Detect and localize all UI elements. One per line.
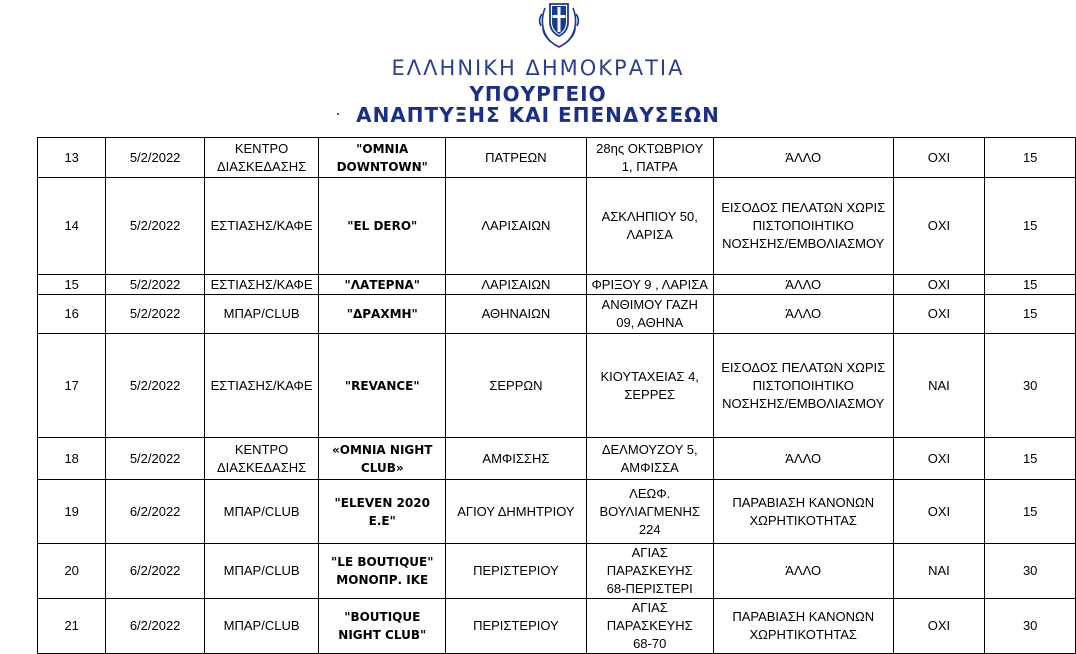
business-name-cell bbox=[319, 275, 446, 295]
business-name-cell-line: «OMNIA NIGHT bbox=[332, 442, 433, 457]
business-type-cell-line: ΕΣΤΙΑΣΗΣ/ΚΑΦΕ bbox=[210, 377, 313, 393]
address-cell bbox=[586, 544, 713, 599]
row-number-cell: 15 bbox=[38, 275, 106, 295]
closure-days-cell: 15 bbox=[985, 295, 1076, 334]
municipality-cell bbox=[446, 544, 586, 599]
row-number-cell: 16 bbox=[38, 295, 106, 334]
address-cell-line: ΛΕΩΦ. bbox=[629, 485, 671, 501]
document-header bbox=[0, 0, 1076, 138]
municipality-cell bbox=[446, 275, 586, 295]
business-name-cell bbox=[319, 438, 446, 480]
address-cell bbox=[586, 275, 713, 295]
municipality-cell bbox=[446, 138, 586, 178]
municipality-cell-line: ΠΕΡΙΣΤΕΡΙΟΥ bbox=[473, 618, 559, 633]
address-cell-line: ΑΝΘΙΜΟΥ ΓΑΖΗ bbox=[601, 297, 698, 312]
business-name-cell-line: NIGHT CLUB" bbox=[338, 628, 427, 642]
address-cell bbox=[586, 295, 713, 334]
business-name-cell bbox=[319, 295, 446, 334]
closure-days-cell: 15 bbox=[985, 178, 1076, 275]
closure-days-cell: 15 bbox=[985, 480, 1076, 544]
address-cell-line: 224 bbox=[638, 521, 661, 537]
business-name-cell bbox=[319, 544, 446, 599]
violation-cell-line: ΠΑΡΑΒΙΑΣΗ ΚΑΝΟΝΩΝ bbox=[732, 609, 875, 624]
business-name-cell-line: "ELEVEN 2020 bbox=[334, 495, 430, 510]
business-name-cell bbox=[319, 138, 446, 178]
business-type-cell-line: ΕΣΤΙΑΣΗΣ/ΚΑΦΕ bbox=[210, 276, 313, 292]
address-cell bbox=[586, 480, 713, 544]
municipality-cell bbox=[446, 178, 586, 275]
row-number-cell: 13 bbox=[38, 138, 106, 178]
closure-cell: ΝΑΙ bbox=[893, 544, 985, 599]
violation-cell-line: ΆΛΛΟ bbox=[785, 306, 822, 321]
business-name-cell-line: ΜΟΝΟΠΡ. ΙΚΕ bbox=[336, 573, 429, 587]
violation-cell-line: ΠΙΣΤΟΠΟΙΗΤΙΚΟ bbox=[752, 218, 854, 233]
business-type-cell-line: ΜΠΑΡ/CLUB bbox=[223, 306, 300, 321]
address-cell-line: ΑΓΙΑΣ ΠΑΡΑΣΚΕΥΗΣ bbox=[606, 545, 693, 578]
business-type-cell bbox=[204, 480, 318, 544]
municipality-cell-line: ΛΑΡΙΣΑΙΩΝ bbox=[481, 276, 551, 292]
business-type-cell-line: ΚΕΝΤΡΟ bbox=[234, 140, 289, 156]
closure-cell: ΟΧΙ bbox=[893, 599, 985, 654]
closure-days-cell: 30 bbox=[985, 544, 1076, 599]
closure-days-cell: 15 bbox=[985, 138, 1076, 178]
violation-cell bbox=[713, 138, 893, 178]
date-cell: 5/2/2022 bbox=[106, 178, 205, 275]
business-name-cell-line: "ΛΑΤΕΡΝΑ" bbox=[344, 277, 421, 292]
address-cell-line: ΔΕΛΜΟΥΖΟΥ 5, bbox=[601, 441, 698, 457]
address-cell bbox=[586, 178, 713, 275]
violation-cell bbox=[713, 178, 893, 275]
address-cell-line: 68-70 bbox=[633, 636, 667, 651]
address-cell-line: 28ης ΟΚΤΩΒΡΙΟΥ bbox=[596, 140, 704, 156]
address-cell-line: ΑΓΙΑΣ ΠΑΡΑΣΚΕΥΗΣ bbox=[606, 600, 693, 633]
business-name-cell-line: DOWNTOWN" bbox=[336, 159, 428, 174]
address-cell-line: ΦΡΙΞΟΥ 9 , ΛΑΡΙΣΑ bbox=[591, 276, 708, 292]
date-cell: 5/2/2022 bbox=[106, 275, 205, 295]
municipality-cell-line: ΛΑΡΙΣΑΙΩΝ bbox=[481, 218, 551, 233]
address-cell bbox=[586, 334, 713, 438]
violation-cell bbox=[713, 334, 893, 438]
violation-cell-line: ΆΛΛΟ bbox=[785, 149, 822, 165]
business-name-cell-line: CLUB» bbox=[360, 460, 404, 475]
business-type-cell-line: ΚΕΝΤΡΟ bbox=[234, 441, 289, 457]
ministry-title: ΥΠΟΥΡΓΕΙΟ bbox=[469, 82, 607, 106]
address-cell-line: 1, ΠΑΤΡΑ bbox=[621, 158, 678, 174]
closure-cell: ΝΑΙ bbox=[893, 334, 985, 438]
business-name-cell-line: "REVANCE" bbox=[344, 378, 420, 393]
address-cell-line: ΒΟΥΛΙΑΓΜΕΝΗΣ bbox=[599, 503, 700, 519]
violation-cell-line: ΝΟΣΗΣΗΣ/ΕΜΒΟΛΙΑΣΜΟΥ bbox=[722, 395, 885, 411]
violation-cell bbox=[713, 275, 893, 295]
business-name-cell bbox=[319, 178, 446, 275]
table-row bbox=[38, 544, 1076, 599]
municipality-cell bbox=[446, 480, 586, 544]
business-name-cell-line: "ΔΡΑΧΜΗ" bbox=[346, 307, 418, 321]
violation-cell bbox=[713, 480, 893, 544]
row-number-cell: 20 bbox=[38, 544, 106, 599]
business-name-cell-line: "OMNIA bbox=[356, 141, 409, 156]
address-cell bbox=[586, 438, 713, 480]
table-row bbox=[38, 599, 1076, 654]
department-title: ΑΝΑΠΤΥΞΗΣ ΚΑΙ ΕΠΕΝΔΥΣΕΩΝ bbox=[356, 103, 720, 127]
violation-cell-line: ΆΛΛΟ bbox=[785, 450, 822, 466]
closure-cell: ΟΧΙ bbox=[893, 178, 985, 275]
closure-cell: ΟΧΙ bbox=[893, 295, 985, 334]
inspection-results-table bbox=[37, 137, 1076, 654]
violation-cell-line: ΠΑΡΑΒΙΑΣΗ ΚΑΝΟΝΩΝ bbox=[732, 494, 875, 510]
date-cell: 6/2/2022 bbox=[106, 480, 205, 544]
municipality-cell bbox=[446, 599, 586, 654]
table-row bbox=[38, 334, 1076, 438]
address-cell-line: ΑΜΦΙΣΣΑ bbox=[620, 459, 679, 475]
municipality-cell bbox=[446, 295, 586, 334]
date-cell: 5/2/2022 bbox=[106, 438, 205, 480]
stray-dot bbox=[337, 113, 339, 115]
table-row bbox=[38, 275, 1076, 295]
municipality-cell-line: ΑΜΦΙΣΣΗΣ bbox=[482, 450, 550, 466]
violation-cell-line: ΆΛΛΟ bbox=[785, 563, 822, 578]
business-type-cell bbox=[204, 599, 318, 654]
municipality-cell-line: ΣΕΡΡΩΝ bbox=[489, 377, 543, 393]
date-cell: 5/2/2022 bbox=[106, 334, 205, 438]
business-type-cell bbox=[204, 275, 318, 295]
date-cell: 5/2/2022 bbox=[106, 295, 205, 334]
business-type-cell bbox=[204, 334, 318, 438]
address-cell-line: ΑΣΚΛΗΠΙΟΥ 50, bbox=[601, 209, 698, 224]
closure-days-cell: 15 bbox=[985, 438, 1076, 480]
address-cell-line: 09, ΑΘΗΝΑ bbox=[616, 315, 684, 330]
address-cell-line: ΛΑΡΙΣΑ bbox=[626, 227, 673, 242]
date-cell: 6/2/2022 bbox=[106, 599, 205, 654]
violation-cell bbox=[713, 544, 893, 599]
business-name-cell-line: E.E" bbox=[368, 513, 396, 528]
row-number-cell: 18 bbox=[38, 438, 106, 480]
table-row bbox=[38, 438, 1076, 480]
closure-days-cell: 15 bbox=[985, 275, 1076, 295]
business-type-cell-line: ΜΠΑΡ/CLUB bbox=[223, 618, 300, 633]
closure-days-cell: 30 bbox=[985, 599, 1076, 654]
date-cell: 5/2/2022 bbox=[106, 138, 205, 178]
business-name-cell-line: "BOUTIQUE bbox=[344, 610, 421, 624]
municipality-cell-line: ΠΕΡΙΣΤΕΡΙΟΥ bbox=[473, 563, 559, 578]
closure-days-cell: 30 bbox=[985, 334, 1076, 438]
greek-coat-of-arms-icon bbox=[531, 0, 587, 50]
business-name-cell bbox=[319, 334, 446, 438]
business-type-cell-line: ΕΣΤΙΑΣΗΣ/ΚΑΦΕ bbox=[210, 218, 313, 233]
business-type-cell-line: ΜΠΑΡ/CLUB bbox=[223, 563, 300, 578]
business-name-cell bbox=[319, 480, 446, 544]
business-name-cell-line: "LE BOUTIQUE" bbox=[331, 555, 434, 569]
municipality-cell-line: ΑΓΙΟΥ ΔΗΜΗΤΡΙΟΥ bbox=[457, 503, 575, 519]
row-number-cell: 14 bbox=[38, 178, 106, 275]
business-type-cell bbox=[204, 178, 318, 275]
violation-cell-line: ΧΩΡΗΤΙΚΟΤΗΤΑΣ bbox=[749, 512, 857, 528]
business-type-cell-line: ΜΠΑΡ/CLUB bbox=[223, 503, 300, 519]
municipality-cell-line: ΑΘΗΝΑΙΩΝ bbox=[481, 306, 551, 321]
business-name-cell bbox=[319, 599, 446, 654]
row-number-cell: 21 bbox=[38, 599, 106, 654]
violation-cell-line: ΕΙΣΟΔΟΣ ΠΕΛΑΤΩΝ ΧΩΡΙΣ bbox=[721, 359, 886, 375]
violation-cell bbox=[713, 599, 893, 654]
closure-cell: ΟΧΙ bbox=[893, 275, 985, 295]
address-cell-line: ΣΕΡΡΕΣ bbox=[624, 386, 676, 402]
business-name-cell-line: "EL DERO" bbox=[347, 219, 418, 233]
country-title: ΕΛΛΗΝΙΚΗ ΔΗΜΟΚΡΑΤΙΑ bbox=[391, 56, 685, 80]
address-cell bbox=[586, 138, 713, 178]
table-row bbox=[38, 138, 1076, 178]
violation-cell bbox=[713, 295, 893, 334]
table-row bbox=[38, 295, 1076, 334]
business-type-cell-line: ΔΙΑΣΚΕΔΑΣΗΣ bbox=[217, 158, 307, 174]
business-type-cell bbox=[204, 138, 318, 178]
table-row bbox=[38, 480, 1076, 544]
municipality-cell-line: ΠΑΤΡΕΩΝ bbox=[485, 149, 547, 165]
violation-cell-line: ΝΟΣΗΣΗΣ/ΕΜΒΟΛΙΑΣΜΟΥ bbox=[722, 236, 885, 251]
address-cell bbox=[586, 599, 713, 654]
business-type-cell bbox=[204, 544, 318, 599]
row-number-cell: 17 bbox=[38, 334, 106, 438]
violation-cell-line: ΆΛΛΟ bbox=[785, 276, 822, 292]
address-cell-line: ΚΙΟΥΤΑΧΕΙΑΣ 4, bbox=[600, 368, 699, 384]
business-type-cell bbox=[204, 438, 318, 480]
closure-cell: ΟΧΙ bbox=[893, 480, 985, 544]
closure-cell: ΟΧΙ bbox=[893, 438, 985, 480]
municipality-cell bbox=[446, 438, 586, 480]
violation-cell-line: ΠΙΣΤΟΠΟΙΗΤΙΚΟ bbox=[752, 377, 854, 393]
municipality-cell bbox=[446, 334, 586, 438]
violation-cell-line: ΕΙΣΟΔΟΣ ΠΕΛΑΤΩΝ ΧΩΡΙΣ bbox=[721, 200, 886, 215]
closure-cell: ΟΧΙ bbox=[893, 138, 985, 178]
violation-cell bbox=[713, 438, 893, 480]
row-number-cell: 19 bbox=[38, 480, 106, 544]
date-cell: 6/2/2022 bbox=[106, 544, 205, 599]
violation-cell-line: ΧΩΡΗΤΙΚΟΤΗΤΑΣ bbox=[749, 627, 857, 642]
business-type-cell-line: ΔΙΑΣΚΕΔΑΣΗΣ bbox=[217, 459, 307, 475]
table-row bbox=[38, 178, 1076, 275]
business-type-cell bbox=[204, 295, 318, 334]
address-cell-line: 68-ΠΕΡΙΣΤΕΡΙ bbox=[606, 581, 693, 596]
